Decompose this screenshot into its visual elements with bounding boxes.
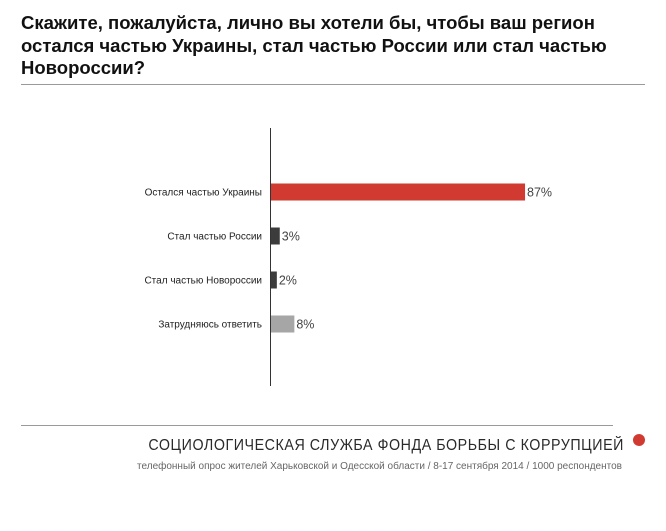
survey-note: телефонный опрос жителей Харьковской и Одесской области / 8-17 сентября 2014 / 1000 респондентов	[137, 461, 622, 472]
value-label: 2%	[278, 273, 297, 288]
bar	[271, 316, 294, 333]
category-label: Остался частью Украины	[144, 187, 262, 199]
category-label: Затрудняюсь ответить	[158, 319, 262, 331]
value-label: 8%	[296, 317, 315, 332]
bar	[271, 184, 525, 201]
question-title: Скажите, пожалуйста, лично вы хотели бы, чтобы ваш регион остался частью Украины, стал частью России или стал частью Новороссии?	[21, 12, 607, 78]
value-label: 87%	[527, 185, 553, 200]
brand-dot	[633, 434, 645, 446]
organization-name: СОЦИОЛОГИЧЕСКАЯ СЛУЖБА ФОНДА БОРЬБЫ С КОРРУПЦИЕЙ	[148, 437, 624, 454]
bottom-divider	[21, 425, 613, 426]
category-label: Стал частью России	[167, 231, 262, 243]
category-label: Стал частью Новороссии	[144, 275, 262, 287]
value-label: 3%	[281, 229, 300, 244]
bar	[271, 272, 277, 289]
bar	[271, 228, 280, 245]
